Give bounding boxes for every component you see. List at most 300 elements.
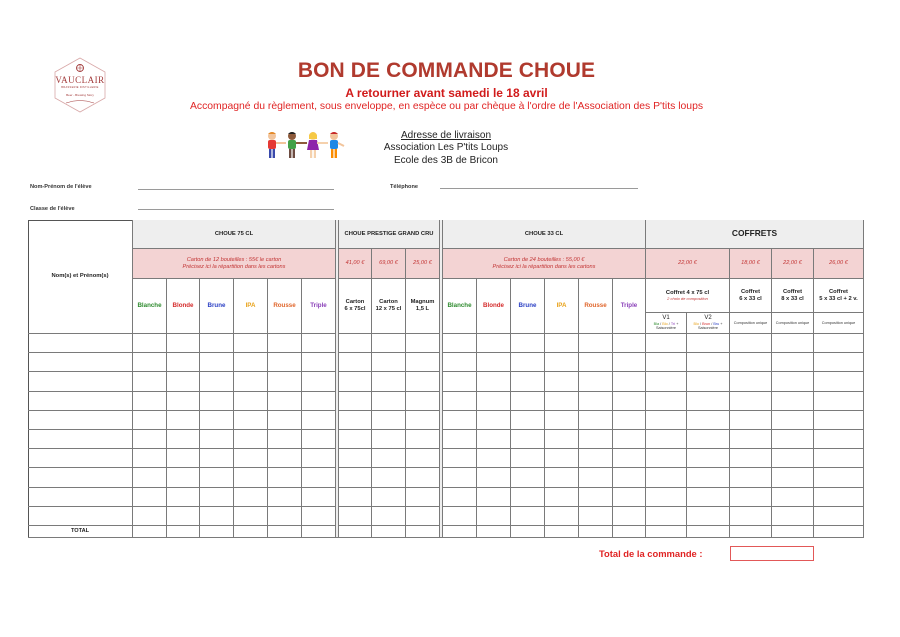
- coffret-composition-3-label: Composition unique: [821, 320, 856, 325]
- quantity-cell[interactable]: [613, 488, 646, 507]
- quantity-cell[interactable]: [579, 372, 613, 391]
- quantity-cell[interactable]: [687, 449, 730, 468]
- coffret-5x33-2v-text-line-1: Coffret: [828, 288, 848, 295]
- quantity-cell[interactable]: [477, 372, 511, 391]
- price-coffret-4-label: 26,00 €: [829, 260, 848, 267]
- quantity-cell[interactable]: [302, 449, 336, 468]
- quantity-cell[interactable]: [730, 392, 772, 411]
- quantity-cell[interactable]: [167, 488, 200, 507]
- price-choue33: [443, 249, 646, 279]
- price-prestige-3-label: 25,00 €: [413, 260, 432, 267]
- quantity-cell[interactable]: [477, 430, 511, 449]
- quantity-cell[interactable]: [200, 392, 234, 411]
- quantity-cell[interactable]: [372, 372, 406, 391]
- quantity-cell[interactable]: [372, 392, 406, 411]
- quantity-cell[interactable]: [133, 430, 167, 449]
- quantity-cell[interactable]: [579, 334, 613, 353]
- quantity-cell[interactable]: [302, 507, 336, 526]
- composition-part-1: Bla: [653, 322, 660, 327]
- quantity-cell[interactable]: [406, 392, 440, 411]
- coffret-8x33: [772, 279, 814, 313]
- total-cell[interactable]: [133, 526, 167, 538]
- coffret-composition-2: [772, 313, 814, 334]
- price-choue33-text-line-1: Carton de 24 bouteilles : 55,00 €: [503, 257, 585, 264]
- coffret-6x33: [730, 279, 772, 313]
- quantity-cell[interactable]: [200, 334, 234, 353]
- quantity-cell[interactable]: [730, 468, 772, 487]
- price-coffret-3: [772, 249, 814, 279]
- quantity-cell[interactable]: [545, 430, 579, 449]
- quantity-cell[interactable]: [730, 353, 772, 372]
- quantity-cell[interactable]: [646, 392, 687, 411]
- quantity-cell[interactable]: [545, 334, 579, 353]
- composition-part-1: Blo: [693, 322, 699, 327]
- prestige-type-3-text: [411, 299, 435, 312]
- quantity-cell[interactable]: [646, 449, 687, 468]
- quantity-cell[interactable]: [545, 468, 579, 487]
- quantity-cell[interactable]: [545, 392, 579, 411]
- name-entry-cell[interactable]: [28, 430, 133, 449]
- quantity-cell[interactable]: [646, 488, 687, 507]
- prestige-type-2-text-line-2: 12 x 75 cl: [375, 306, 402, 312]
- quantity-cell[interactable]: [372, 411, 406, 430]
- quantity-cell[interactable]: [133, 334, 167, 353]
- name-entry-cell[interactable]: [28, 334, 133, 353]
- quantity-cell[interactable]: [133, 353, 167, 372]
- prestige-type-1-text-line-2: 6 x 75cl: [344, 306, 366, 312]
- quantity-cell[interactable]: [200, 411, 234, 430]
- type75-brune-label: Brune: [207, 302, 226, 310]
- quantity-cell[interactable]: [613, 468, 646, 487]
- type75-ipa-label: IPA: [245, 302, 256, 310]
- quantity-cell[interactable]: [339, 392, 372, 411]
- quantity-cell[interactable]: [687, 430, 730, 449]
- quantity-cell[interactable]: [814, 372, 864, 391]
- quantity-cell[interactable]: [772, 449, 814, 468]
- quantity-cell[interactable]: [443, 353, 477, 372]
- quantity-cell[interactable]: [372, 430, 406, 449]
- quantity-cell[interactable]: [339, 411, 372, 430]
- quantity-cell[interactable]: [133, 372, 167, 391]
- price-prestige-2-label: 69,00 €: [379, 260, 398, 267]
- quantity-cell[interactable]: [372, 468, 406, 487]
- quantity-cell[interactable]: [167, 430, 200, 449]
- quantity-cell[interactable]: [545, 372, 579, 391]
- coffret-6x33-text: [739, 289, 762, 302]
- logo-subtitle: BRASSERIE DISTILLERIE: [61, 86, 99, 89]
- quantity-cell[interactable]: [814, 507, 864, 526]
- quantity-cell[interactable]: [133, 488, 167, 507]
- prestige-type-1-text: [345, 299, 366, 312]
- quantity-cell[interactable]: [443, 488, 477, 507]
- quantity-cell[interactable]: [339, 353, 372, 372]
- quantity-cell[interactable]: [302, 353, 336, 372]
- quantity-cell[interactable]: [511, 334, 545, 353]
- section-choue75-label: CHOUE 75 CL: [214, 230, 254, 237]
- total-cell[interactable]: [477, 526, 511, 538]
- quantity-cell[interactable]: [339, 430, 372, 449]
- quantity-cell[interactable]: [372, 449, 406, 468]
- total-cell[interactable]: [613, 526, 646, 538]
- quantity-cell[interactable]: [814, 411, 864, 430]
- name-entry-cell[interactable]: [28, 488, 133, 507]
- quantity-cell[interactable]: [406, 468, 440, 487]
- type75-ipa: [234, 279, 268, 334]
- quantity-cell[interactable]: [687, 392, 730, 411]
- quantity-cell[interactable]: [268, 392, 302, 411]
- name-entry-cell[interactable]: [28, 372, 133, 391]
- quantity-cell[interactable]: [268, 449, 302, 468]
- section-prestige-header: [339, 220, 440, 249]
- name-entry-cell[interactable]: [28, 468, 133, 487]
- quantity-cell[interactable]: [302, 411, 336, 430]
- quantity-cell[interactable]: [477, 392, 511, 411]
- quantity-cell[interactable]: [646, 353, 687, 372]
- total-cell[interactable]: [579, 526, 613, 538]
- total-cell[interactable]: [302, 526, 336, 538]
- quantity-cell[interactable]: [613, 430, 646, 449]
- quantity-cell[interactable]: [687, 372, 730, 391]
- quantity-cell[interactable]: [772, 392, 814, 411]
- quantity-cell[interactable]: [167, 392, 200, 411]
- quantity-cell[interactable]: [613, 372, 646, 391]
- quantity-cell[interactable]: [268, 507, 302, 526]
- quantity-cell[interactable]: [477, 507, 511, 526]
- quantity-cell[interactable]: [477, 488, 511, 507]
- quantity-cell[interactable]: [511, 468, 545, 487]
- total-cell[interactable]: [814, 526, 864, 538]
- quantity-cell[interactable]: [200, 449, 234, 468]
- total-cell[interactable]: [200, 526, 234, 538]
- quantity-cell[interactable]: [511, 449, 545, 468]
- total-cell[interactable]: [372, 526, 406, 538]
- quantity-cell[interactable]: [372, 488, 406, 507]
- quantity-cell[interactable]: [406, 372, 440, 391]
- name-entry-cell[interactable]: [28, 507, 133, 526]
- quantity-cell[interactable]: [772, 411, 814, 430]
- prestige-type-3-text-line-2: 1,5 L: [415, 306, 430, 312]
- quantity-cell[interactable]: [646, 372, 687, 391]
- quantity-cell[interactable]: [545, 449, 579, 468]
- quantity-cell[interactable]: [646, 334, 687, 353]
- quantity-cell[interactable]: [687, 488, 730, 507]
- quantity-cell[interactable]: [545, 411, 579, 430]
- total-cell[interactable]: [339, 526, 372, 538]
- quantity-cell[interactable]: [406, 507, 440, 526]
- quantity-cell[interactable]: [814, 488, 864, 507]
- quantity-cell[interactable]: [200, 353, 234, 372]
- quantity-cell[interactable]: [234, 353, 268, 372]
- quantity-cell[interactable]: [687, 334, 730, 353]
- quantity-cell[interactable]: [511, 411, 545, 430]
- quantity-cell[interactable]: [814, 353, 864, 372]
- quantity-cell[interactable]: [443, 507, 477, 526]
- coffret-4x75-text: [666, 290, 709, 301]
- quantity-cell[interactable]: [406, 334, 440, 353]
- composition-part-6: +: [675, 322, 679, 327]
- quantity-cell[interactable]: [772, 468, 814, 487]
- quantity-cell[interactable]: [443, 449, 477, 468]
- quantity-cell[interactable]: [477, 468, 511, 487]
- total-cell[interactable]: [772, 526, 814, 538]
- type33-blanche: [443, 279, 477, 334]
- quantity-cell[interactable]: [814, 334, 864, 353]
- quantity-cell[interactable]: [133, 449, 167, 468]
- quantity-cell[interactable]: [167, 334, 200, 353]
- quantity-cell[interactable]: [200, 468, 234, 487]
- quantity-cell[interactable]: [579, 392, 613, 411]
- price-choue75-text: [183, 257, 286, 270]
- type33-triple-label: Triple: [620, 302, 638, 310]
- quantity-cell[interactable]: [511, 392, 545, 411]
- quantity-cell[interactable]: [772, 488, 814, 507]
- quantity-cell[interactable]: [339, 468, 372, 487]
- total-cell[interactable]: [268, 526, 302, 538]
- quantity-cell[interactable]: [772, 353, 814, 372]
- quantity-cell[interactable]: [200, 372, 234, 391]
- price-choue33-text: [493, 257, 596, 270]
- quantity-cell[interactable]: [613, 449, 646, 468]
- quantity-cell[interactable]: [579, 411, 613, 430]
- quantity-cell[interactable]: [339, 334, 372, 353]
- quantity-cell[interactable]: [234, 449, 268, 468]
- quantity-cell[interactable]: [730, 449, 772, 468]
- quantity-cell[interactable]: [372, 334, 406, 353]
- quantity-cell[interactable]: [814, 468, 864, 487]
- quantity-cell[interactable]: [200, 488, 234, 507]
- quantity-cell[interactable]: [339, 488, 372, 507]
- total-cell[interactable]: [443, 526, 477, 538]
- quantity-cell[interactable]: [814, 392, 864, 411]
- price-choue75: [133, 249, 336, 279]
- quantity-cell[interactable]: [730, 507, 772, 526]
- quantity-cell[interactable]: [579, 430, 613, 449]
- total-cell[interactable]: [687, 526, 730, 538]
- quantity-cell[interactable]: [646, 468, 687, 487]
- quantity-cell[interactable]: [443, 334, 477, 353]
- quantity-cell[interactable]: [302, 468, 336, 487]
- quantity-cell[interactable]: [200, 430, 234, 449]
- type75-blanche-label: Blanche: [137, 302, 162, 310]
- coffret-4x75: [646, 279, 730, 313]
- coffret-8x33-text: [781, 289, 804, 302]
- delivery-line1: Association Les P'tits Loups: [383, 142, 509, 153]
- quantity-cell[interactable]: [167, 449, 200, 468]
- quantity-cell[interactable]: [613, 392, 646, 411]
- total-cell[interactable]: [545, 526, 579, 538]
- coffret-composition-1: [730, 313, 772, 334]
- total-cell[interactable]: [167, 526, 200, 538]
- quantity-cell[interactable]: [339, 449, 372, 468]
- quantity-cell[interactable]: [772, 430, 814, 449]
- quantity-cell[interactable]: [687, 411, 730, 430]
- quantity-cell[interactable]: [613, 334, 646, 353]
- quantity-cell[interactable]: [167, 411, 200, 430]
- quantity-cell[interactable]: [372, 507, 406, 526]
- type75-triple-label: Triple: [310, 302, 327, 310]
- quantity-cell[interactable]: [730, 411, 772, 430]
- coffret-composition-2-label: Composition unique: [775, 320, 810, 325]
- quantity-cell[interactable]: [406, 488, 440, 507]
- total-cell[interactable]: [730, 526, 772, 538]
- name-entry-cell[interactable]: [28, 411, 133, 430]
- quantity-cell[interactable]: [579, 449, 613, 468]
- quantity-cell[interactable]: [302, 430, 336, 449]
- quantity-cell[interactable]: [268, 334, 302, 353]
- quantity-cell[interactable]: [372, 353, 406, 372]
- student-name-label: Nom-Prénom de l'élève: [30, 184, 92, 190]
- quantity-cell[interactable]: [339, 507, 372, 526]
- price-choue75-text-line-2: Précisez ici la répartition dans les cartons: [182, 263, 286, 270]
- quantity-cell[interactable]: [133, 468, 167, 487]
- composition-part-3: Blo: [662, 322, 668, 327]
- quantity-cell[interactable]: [406, 430, 440, 449]
- quantity-cell[interactable]: [579, 507, 613, 526]
- quantity-cell[interactable]: [511, 430, 545, 449]
- coffret-variant-v2-saison: Saisonnière: [697, 326, 719, 331]
- quantity-cell[interactable]: [406, 353, 440, 372]
- type75-blonde: [167, 279, 200, 334]
- quantity-cell[interactable]: [268, 468, 302, 487]
- quantity-cell[interactable]: [687, 468, 730, 487]
- quantity-cell[interactable]: [730, 334, 772, 353]
- quantity-cell[interactable]: [477, 334, 511, 353]
- quantity-cell[interactable]: [167, 468, 200, 487]
- coffret-variant-v2-label: V2: [704, 315, 712, 322]
- quantity-cell[interactable]: [167, 353, 200, 372]
- names-header: [28, 220, 133, 334]
- total-cell[interactable]: [406, 526, 440, 538]
- total-cell[interactable]: [646, 526, 687, 538]
- quantity-cell[interactable]: [511, 507, 545, 526]
- quantity-cell[interactable]: [268, 372, 302, 391]
- type75-triple: [302, 279, 336, 334]
- quantity-cell[interactable]: [234, 488, 268, 507]
- quantity-cell[interactable]: [814, 449, 864, 468]
- quantity-cell[interactable]: [730, 430, 772, 449]
- quantity-cell[interactable]: [814, 430, 864, 449]
- quantity-cell[interactable]: [234, 411, 268, 430]
- delivery-title: Adresse de livraison: [400, 130, 492, 141]
- quantity-cell[interactable]: [302, 392, 336, 411]
- coffret-4x75-note: 2 choix de composition: [667, 295, 708, 301]
- quantity-cell[interactable]: [579, 468, 613, 487]
- quantity-cell[interactable]: [234, 392, 268, 411]
- quantity-cell[interactable]: [511, 353, 545, 372]
- prestige-type-2: [372, 279, 406, 334]
- quantity-cell[interactable]: [302, 488, 336, 507]
- type33-rousse-label: Rousse: [584, 302, 607, 310]
- composition-part-5: Bru: [713, 322, 720, 327]
- quantity-cell[interactable]: [234, 334, 268, 353]
- quantity-cell[interactable]: [406, 449, 440, 468]
- quantity-cell[interactable]: [646, 507, 687, 526]
- quantity-cell[interactable]: [443, 411, 477, 430]
- quantity-cell[interactable]: [339, 372, 372, 391]
- quantity-cell[interactable]: [443, 392, 477, 411]
- section-choue75-header: [133, 220, 336, 249]
- type33-brune-label: Brune: [518, 302, 537, 310]
- quantity-cell[interactable]: [477, 411, 511, 430]
- quantity-cell[interactable]: [613, 411, 646, 430]
- quantity-cell[interactable]: [545, 353, 579, 372]
- quantity-cell[interactable]: [687, 507, 730, 526]
- section-coffrets-label: COFFRETS: [731, 228, 778, 239]
- name-entry-cell[interactable]: [28, 392, 133, 411]
- quantity-cell[interactable]: [268, 430, 302, 449]
- quantity-cell[interactable]: [772, 372, 814, 391]
- quantity-cell[interactable]: [579, 488, 613, 507]
- quantity-cell[interactable]: [234, 372, 268, 391]
- name-entry-cell[interactable]: [28, 449, 133, 468]
- quantity-cell[interactable]: [579, 353, 613, 372]
- coffret-5x33-2v-text-line-2: 5 x 33 cl + 2 v.: [819, 295, 858, 302]
- total-cell[interactable]: [511, 526, 545, 538]
- quantity-cell[interactable]: [443, 468, 477, 487]
- quantity-cell[interactable]: [268, 353, 302, 372]
- composition-part-6: +: [719, 322, 723, 327]
- quantity-cell[interactable]: [730, 488, 772, 507]
- quantity-cell[interactable]: [646, 411, 687, 430]
- coffret-8x33-text-line-1: Coffret: [783, 288, 802, 295]
- quantity-cell[interactable]: [443, 430, 477, 449]
- quantity-cell[interactable]: [511, 372, 545, 391]
- quantity-cell[interactable]: [167, 372, 200, 391]
- quantity-cell[interactable]: [200, 507, 234, 526]
- section-prestige-label: CHOUE PRESTIGE GRAND CRU: [344, 230, 434, 237]
- quantity-cell[interactable]: [545, 507, 579, 526]
- quantity-cell[interactable]: [234, 430, 268, 449]
- quantity-cell[interactable]: [613, 507, 646, 526]
- quantity-cell[interactable]: [234, 468, 268, 487]
- price-coffret-2-label: 18,00 €: [741, 260, 760, 267]
- price-coffret-2: [730, 249, 772, 279]
- quantity-cell[interactable]: [133, 392, 167, 411]
- quantity-cell[interactable]: [302, 334, 336, 353]
- quantity-cell[interactable]: [477, 353, 511, 372]
- quantity-cell[interactable]: [772, 507, 814, 526]
- total-cell[interactable]: [234, 526, 268, 538]
- quantity-cell[interactable]: [477, 449, 511, 468]
- quantity-cell[interactable]: [167, 507, 200, 526]
- quantity-cell[interactable]: [613, 353, 646, 372]
- composition-part-5: Tri: [670, 322, 676, 327]
- quantity-cell[interactable]: [302, 372, 336, 391]
- quantity-cell[interactable]: [133, 411, 167, 430]
- quantity-cell[interactable]: [545, 488, 579, 507]
- deadline-subtitle: A retourner avant samedi le 18 avril: [345, 86, 548, 100]
- price-prestige-1-label: 41,00 €: [345, 260, 365, 267]
- quantity-cell[interactable]: [406, 411, 440, 430]
- quantity-cell[interactable]: [268, 488, 302, 507]
- price-coffret-1-label: 22,00 €: [678, 260, 697, 267]
- quantity-cell[interactable]: [133, 507, 167, 526]
- name-entry-cell[interactable]: [28, 353, 133, 372]
- type75-blanche: [133, 279, 167, 334]
- quantity-cell[interactable]: [234, 507, 268, 526]
- coffret-variant-v1-saison: Saisonnière: [655, 326, 677, 331]
- order-total-field[interactable]: [730, 546, 814, 561]
- payment-note: Accompagné du règlement, sous enveloppe, en espèce ou par chèque à l'ordre de l'Association des P'tits loups: [189, 101, 704, 112]
- prestige-type-3: [406, 279, 440, 334]
- quantity-cell[interactable]: [772, 334, 814, 353]
- quantity-cell[interactable]: [687, 353, 730, 372]
- quantity-cell[interactable]: [511, 488, 545, 507]
- quantity-cell[interactable]: [443, 372, 477, 391]
- quantity-cell[interactable]: [268, 411, 302, 430]
- quantity-cell[interactable]: [730, 372, 772, 391]
- quantity-cell[interactable]: [646, 430, 687, 449]
